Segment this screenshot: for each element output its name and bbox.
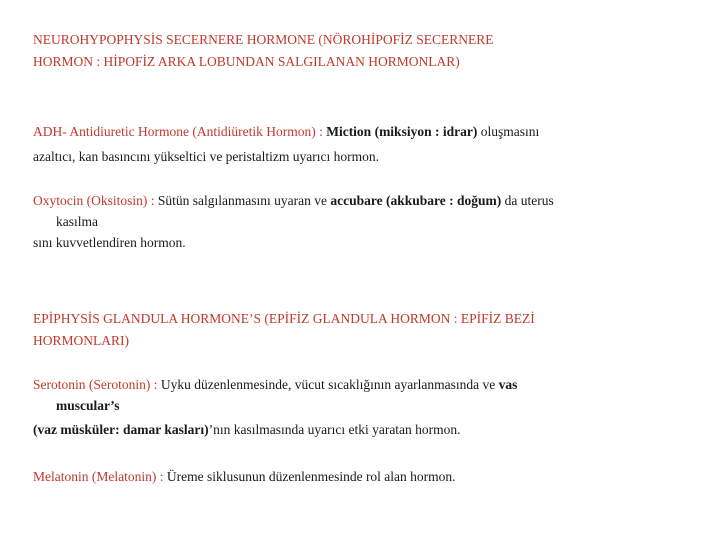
serotonin-bold-2: muscular’s <box>56 398 120 413</box>
oxytocin-text-2: da uterus <box>504 193 554 208</box>
serotonin-bold-1: vas <box>498 377 518 392</box>
heading-line-1: NEUROHYPOPHYSİS SECERNERE HORMONE (NÖROHİPOFİZ SECERNERE <box>33 32 494 47</box>
melatonin-text: Üreme siklusunun düzenlenmesinde rol alan hormon. <box>166 469 456 484</box>
melatonin-line-1 <box>33 466 683 488</box>
oxytocin-term: Oxytocin (Oksitosin) : <box>33 193 155 208</box>
adh-bold-term: Miction (miksiyon : idrar) <box>326 124 478 139</box>
serotonin-line-1 <box>33 374 683 395</box>
heading2-line-2: HORMONLARI) <box>33 333 129 348</box>
adh-text: oluşmasını <box>480 124 540 139</box>
melatonin-term: Melatonin (Melatonin) : <box>33 469 164 484</box>
heading2-line-1: EPİPHYSİS GLANDULA HORMONE’S (EPİFİZ GLANDULA HORMON : EPİFİZ BEZİ <box>33 311 535 326</box>
adh-term: ADH- Antidiuretic Hormone (Antidiüretik Hormon) : <box>33 124 323 139</box>
adh-paragraph <box>33 121 683 168</box>
heading-epiphysis <box>33 308 683 352</box>
oxytocin-bold-term: accubare (akkubare : doğum) <box>330 193 502 208</box>
serotonin-term: Serotonin (Serotonin) : <box>33 377 158 392</box>
serotonin-bold-3: (vaz müsküler: damar kasları) <box>33 422 209 437</box>
oxytocin-text-1: Sütün salgılanmasını uyaran ve <box>157 193 327 208</box>
oxytocin-paragraph <box>33 190 683 253</box>
adh-line-1 <box>33 121 683 143</box>
oxytocin-line-2: kasılma <box>56 214 98 229</box>
serotonin-text-1: Uyku düzenlenmesinde, vücut sıcaklığının ayarlanmasında ve <box>160 377 496 392</box>
oxytocin-line-1 <box>33 190 683 211</box>
melatonin-paragraph <box>33 466 683 488</box>
serotonin-paragraph <box>33 374 683 440</box>
oxytocin-line-3: sını kuvvetlendiren hormon. <box>33 235 186 250</box>
serotonin-text-2: ’nın kasılmasında uyarıcı etki yaratan hormon. <box>208 422 461 437</box>
heading-line-2: HORMON : HİPOFİZ ARKA LOBUNDAN SALGILANAN HORMONLAR) <box>33 54 460 69</box>
heading-neurohypophysis <box>33 29 683 73</box>
adh-line-2: azaltıcı, kan basıncını yükseltici ve peristaltizm uyarıcı hormon. <box>33 149 380 164</box>
serotonin-line-3 <box>33 419 683 440</box>
